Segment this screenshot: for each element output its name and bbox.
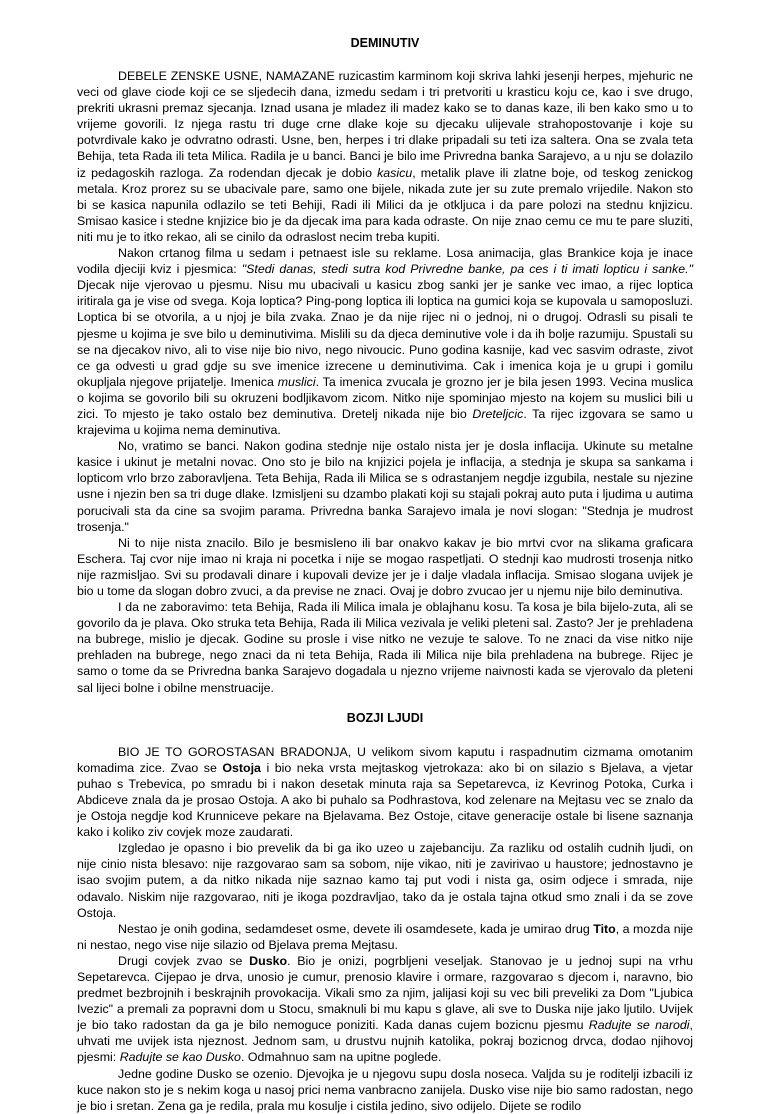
section-title-deminutiv: DEMINUTIV [350,36,420,50]
paragraph [77,953,693,1066]
text-run: Ni to nije nista znacilo. Bilo je besmisleno ili bar onakvo kakav je bio mrtvi cvor na slikama graficara Eschera. Taj cvor nije imao ni kraja ni pocetka i nije se mogao raspetljati. O stednji kao mudrosti trosenja nitko nije razmisljao. Svi su prodavali dinare i kupovali devize jer je i dalje vladala inflacija. Smisao slogana uvijek je bio u tome da slogan dobro zvuci, a da previse ne znaci. Ovaj je dobro zvucao jer u njemu nije bilo deminutiva. [77,535,693,598]
bold-text: Ostoja [222,760,261,775]
section-title-bozji-ljudi: BOZJI LJUDI [346,710,424,725]
text-run: BIO JE TO GOROSTASAN BRADONJA, U velikom sivom kaputu i raspadnutim cizmama omotanim komadima zice. Zvao se [77,744,693,775]
text-run: i bio neka vrsta mejtaskog vjetrokaza: ako bi on silazio s Bjelava, a vjetar puhao s Trebevica, po smradu bi i nakon desetak minuta raja sa Sepetarevca, iz Kevrinog Potoka, Curka i Abdiceve znala da je prosao Ostoja. A ako bi puhalo sa Podhrastova, kod zelenare na Mejtasu vec se znalo da je Ostoja negdje kod Krunniceve pekare na Bjelavama. Bez Ostoje, citave generacije ostale bi lisene saznanja kako i koliko ziv covjek moze zaudarati. [77,760,693,840]
text-run: I da ne zaboravimo: teta Behija, Rada ili Milica imala je oblajhanu kosu. Ta kosa je bila bijelo-zuta, ali se govorilo da je plava. Oko struka teta Behija, Rada ili Milica vezivala je veliki pleteni sal. Zasto? Jer je prehladena na bubrege, mislio je djecak. Godine su prosle i vise nitko ne vezuje te salove. To ne znaci da vise nitko nije prehladen na bubrege, nego znaci da ni teta Behija, Rada ili Milica nije bila prehladena na bubrege. Rijec je samo o tome da se Privredna banka Sarajevo dogadala u njezno vrijeme naivnosti kada se vjerovalo da pleteni sal lijeci bolne i obilne menstruacije. [77,600,693,695]
text-run: Drugi covjek zvao se [118,953,250,968]
text-run: , metalik plave ili zlatne boje, od teskog zenickog metala. Kroz prorez su se ubacivale pare, samo one bijele, nikada zute jer su zute premalo vrijedile. Nakon sto bi se kasica napunila odlazilo se teti Behiji, Radi ili Milici da je otkljuca i da pare polozi na stednu knjizicu. Smisao kasice i stedne knjizice bio je da djecak ima para kada odraste. On nije znao cemu ce mu te pare sluziti, niti mu je to itko rekao, ali se cinilo da odraslost necim treba kupiti. [77,165,693,244]
paragraph [77,438,693,535]
paragraph [77,1066,693,1114]
paragraph [77,245,693,438]
bold-text: Tito [593,921,616,936]
paragraph [77,921,693,953]
text-run: No, vratimo se banci. Nakon godina stednje nije ostalo nista jer je dosla inflacija. Ukinute su metalne kasice i ukinut je metalni novac. Ono sto je bilo na knjizici pojela je inflacija, a stednja je skupa sa sankama i lopticom vrlo brzo zaboravljena. Teta Behija, Rada ili Milica se s odrastanjem negdje izgubila, nestale su njezine usne i njezin ben sa tri duge dlake. Izmisljeni su dzambo plakati koji su stajali pokraj auto puta i ljudima u autima porucivali sta da cine sa svojim parama. Privredna banka Sarajevo imala je novi slogan: "Stednja je mudrost trosenja." [77,439,693,534]
text-run: . Odmahnuo sam na upitne poglede. [240,1050,442,1065]
text-run: Nestao je onih godina, sedamdeset osme, devete ili osamdesete, kada je umirao drug [118,921,594,936]
text-run: , a mozda nije ni nestao, nego vise nije silazio od Bjelava prema Mejtasu. [77,921,693,952]
paragraph [77,599,693,696]
paragraph [77,68,693,245]
section-deminutiv [77,68,693,696]
italic-text: Radujte se kao Dusko [119,1050,241,1065]
italic-text: kasicu [377,165,413,180]
text-run: Izgledao je opasno i bio prevelik da bi ga iko uzeo u zajebanciju. Za razliku od ostalih cudnih ljudi, on nije cinio nista blesavo: nije razgovarao sam sa sobom, nije vikao, niti je zavirivao u haustore; jednostavno je isao svojim putem, a da nitko nikada nije saznao kamo taj put vodi i nista ga, osim odjece i smrada, nije odavalo. Niskim nije razgovarao, niti je ikoga pozdravljao, tako da je ostala tajna otkud smo znali i da se zove Ostoja. [77,841,693,920]
paragraph [77,840,693,920]
text-run: . Bio je onizi, pogrbljeni veseljak. Stanovao je u jednoj supi na vrhu Sepetarevca. Cijepao je drva, unosio je cumur, prenosio klavire i ormare, razgovarao s djecom i, naravno, bio predmet bezbrojnih i beskrajnih provokacija. Vikali smo za njim, jalijasi koji su vec bili preveliki za Dom "Ljubica Ivezic" a premali za popravni dom u Stocu, smaknuli bi mu kapu s glave, ali sve to Duska nije jako ljutilo. Uvijek je bio tako radostan da ga je bilo nemoguce poniziti. Kada danas cujem bozicnu pjesmu [77,953,694,1033]
bold-text: Dusko [249,953,288,968]
text-run: . Ta rijec izgovara se samo u krajevima u kojima nema deminutiva. [77,406,693,438]
text-run: . Ta imenica zvucala je grozno jer je bila jesen 1993. Vecina muslica o kojima se govorilo bili su okruzeni bodljikavom zicom. Nitko nije spominjao mjesto na kojem su muslici bili u zici. To mjesto je tako ostalo bez deminutiva. Dretelj nikada nije bio [77,374,693,421]
italic-text: "Stedi danas, stedi sutra kod Privredne banke, pa ces i ti imati lopticu i sanke." [241,262,693,277]
text-run: Djecak nije vjerovao u pjesmu. Nisu mu ubacivali u kasicu zbog sanki jer je sanke vec imao, a rijec loptica iritirala ga je vise od svega. Koja loptica? Ping-pong loptica ili loptica na gumici koja se kupovala u samoposluzi. Loptica bi se otvorila, a u njoj je bila zvaka. Znao je da nije rijec ni o jednoj, ni o drugoj. Odrasli su pisali te pjesme u kojima je sve bilo u deminutivima. Mislili su da djeca deminutive vole i da ih bolje razumiju. Spustali su se na djecakov nivo, ali to vise nije bio nivo, nego nivoucic. Puno godina kasnije, kad vec sasvim odraste, zivot ce ga odvesti u grad gdje su sve imenice izrecene u deminutivima. Cak i imenica koja je u grupi i gomilu okupljala njegove prijatelje. Imenica [77,278,693,389]
text-run: Jedne godine Dusko se ozenio. Djevojka je u njegovu supu dosla noseca. Valjda su je roditelji izbacili iz kuce nakon sto je s nekim koga u nasoj prici nema vanbracno zanijela. Dusko vise nije bio samo radostan, nego je bio i sretan. Zena ga je redila, prala mu kosulje i cistila jedino, sivo odijelo. Dijete se rodilo [77,1066,693,1113]
italic-text: Dreteljcic [472,406,524,421]
section-bozji-ljudi [77,744,693,1114]
italic-text: muslici [277,374,316,389]
document-body [77,35,693,1114]
italic-text: Radujte se narodi [588,1018,690,1033]
text-run: , uhvati me uvijek ista njeznost. Jednom sam, u drustvu nujnih katolika, pokraj bozicnog drvca, dodao njihovoj pjesmi: [77,1018,693,1065]
text-run: Nakon crtanog filma u sedam i petnaest isle su reklame. Losa animacija, glas Brankice koja je inace vodila djeciji kviz i pjesmica: [77,246,693,277]
paragraph [77,744,693,841]
text-run: DEBELE ZENSKE USNE, NAMAZANE ruzicastim karminom koji skriva lahki jesenji herpes, mjehuric ne veci od glave ciode koji ce se sljedecih dana, izmedu sedam i tri pretvoriti u krasticu koju ce, kao i sve drugo, prekriti ukrasni premaz sjecanja. Iznad usana je mladez ili madez kako se to danas kaze, ili ben kako smo u to vrijeme govorili. Iz njega rastu tri duge crne dlake koje su djecaku ulijevale strahopostovanje i koje su potvrdivale kako je odvratno odrasti. Usne, ben, herpes i tri dlake pripadali su teti iza saltera. Ona se zvala teta Behija, teta Rada ili teta Milica. Radila je u banci. Banci je bilo ime Privredna banka Sarajevo, a u nju se dolazilo iz pedagoskih razloga. Za rodendan djecak je dobio [77,69,693,180]
paragraph [77,535,693,599]
